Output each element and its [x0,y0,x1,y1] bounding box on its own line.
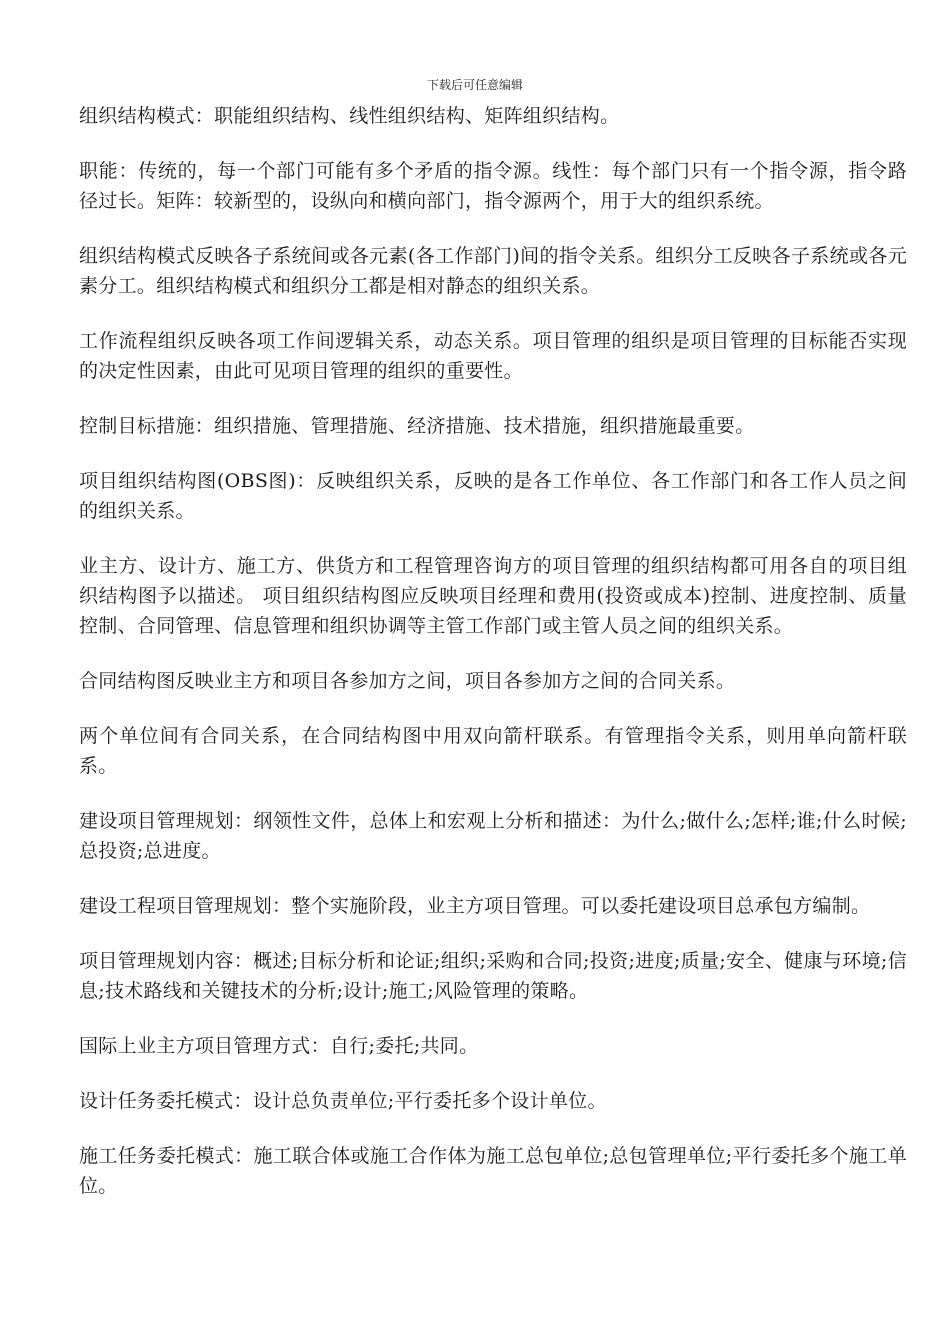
paragraph-contract-chart: 合同结构图反映业主方和项目各参加方之间，项目各参加方之间的合同关系。 [79,670,736,692]
paragraph-international-modes: 国际上业主方项目管理方式：自行;委托;共同。 [79,1035,479,1057]
paragraph-engineering-plan: 建设工程项目管理规划：整个实施阶段，业主方项目管理。可以委托建设项目总承包方编制。 [79,895,871,917]
paragraph-functional-linear-matrix: 职能：传统的，每一个部门可能有多个矛盾的指令源。线性：每个部门只有一个指令源，指令路径过长。矩阵：较新型的，设纵向和横向部门，指令源两个，用于大的组织系统。 [79,160,907,212]
paragraph-obs-chart: 项目组织结构图(OBS图)：反映组织关系，反映的是各工作单位、各工作部门和各工作人员之间的组织关系。 [79,470,907,522]
paragraph-obs-parties: 业主方、设计方、施工方、供货方和工程管理咨询方的项目管理的组织结构都可用各自的项目组织结构图予以描述。 项目组织结构图应反映项目经理和费用(投资或成本)控制、进度控制、质量控制、合同管理、信息管理和组织协调等主管工作部门或主管人员之间的组织关系。 [79,555,907,637]
paragraph-design-delegation: 设计任务委托模式：设计总负责单位;平行委托多个设计单位。 [79,1090,607,1112]
paragraph-workflow-organization: 工作流程组织反映各项工作间逻辑关系，动态关系。项目管理的组织是项目管理的目标能否实现的决定性因素，由此可见项目管理的组织的重要性。 [79,330,907,382]
paragraph-org-structure-modes: 组织结构模式：职能组织结构、线性组织结构、矩阵组织结构。 [79,105,620,127]
paragraph-plan-contents: 项目管理规划内容：概述;目标分析和论证;组织;采购和合同;投资;进度;质量;安全、健康与环境;信息;技术路线和关键技术的分析;设计;施工;风险管理的策略。 [79,950,907,1002]
document-body [79,101,907,1226]
paragraph-contract-arrows: 两个单位间有合同关系，在合同结构图中用双向箭杆联系。有管理指令关系，则用单向箭杆联系。 [79,725,907,777]
paragraph-structure-vs-division: 组织结构模式反映各子系统间或各元素(各工作部门)间的指令关系。组织分工反映各子系统或各元素分工。组织结构模式和组织分工都是相对静态的组织关系。 [79,245,907,297]
paragraph-project-plan: 建设项目管理规划：纲领性文件，总体上和宏观上分析和描述：为什么;做什么;怎样;谁;什么时候;总投资;总进度。 [79,810,907,862]
page-header: 下载后可任意编辑 [426,78,523,92]
paragraph-control-measures: 控制目标措施：组织措施、管理措施、经济措施、技术措施，组织措施最重要。 [79,415,755,437]
paragraph-construction-delegation: 施工任务委托模式：施工联合体或施工合作体为施工总包单位;总包管理单位;平行委托多个施工单位。 [79,1145,907,1197]
